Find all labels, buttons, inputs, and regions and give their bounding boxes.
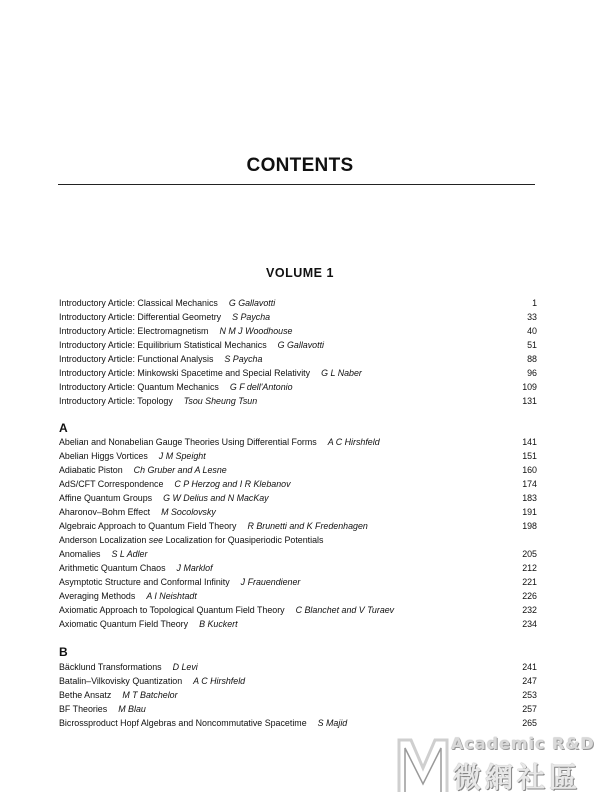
entry-page: 191 <box>522 507 537 517</box>
entry-page: 247 <box>522 676 537 686</box>
entry-page: 109 <box>522 382 537 392</box>
watermark-text: Academic R&D <box>451 734 595 753</box>
toc-entry <box>59 702 537 716</box>
entry-page: 131 <box>522 396 537 406</box>
toc-entry <box>59 575 537 589</box>
entry-author: S Paycha <box>224 354 263 364</box>
entry-author: J Marklof <box>176 563 213 573</box>
entry-page: 226 <box>522 591 537 601</box>
toc-entry <box>59 435 537 449</box>
entry-author: G L Naber <box>321 368 362 378</box>
entry-page: 1 <box>532 298 537 308</box>
toc-entry <box>59 547 537 561</box>
entry-title: Introductory Article: Equilibrium Statistical Mechanics <box>59 340 267 350</box>
entry-author: G W Delius and N MacKay <box>163 493 269 503</box>
entry-title: Batalin–Vilkovisky Quantization <box>59 676 183 686</box>
toc-entry <box>59 477 537 491</box>
entry-title: Bethe Ansatz <box>59 690 112 700</box>
entry-title: Introductory Article: Minkowski Spacetime and Special Relativity <box>59 368 311 378</box>
toc-entry <box>59 449 537 463</box>
toc-entry <box>59 394 537 408</box>
entry-page: 198 <box>522 521 537 531</box>
entry-title: BF Theories <box>59 704 108 714</box>
entry-author: B Kuckert <box>199 619 238 629</box>
entry-title: Anomalies <box>59 549 101 559</box>
entry-author: Ch Gruber and A Lesne <box>133 465 227 475</box>
entry-title: Bicrossproduct Hopf Algebras and Noncommutative Spacetime <box>59 718 307 728</box>
entry-author: M Blau <box>118 704 146 714</box>
watermark-cn-text: 微網社區 <box>453 761 582 794</box>
entry-title: Averaging Methods <box>59 591 136 601</box>
toc-entry <box>59 352 537 366</box>
entry-title: Bäcklund Transformations <box>59 662 162 672</box>
entry-author: S Majid <box>317 718 348 728</box>
entry-page: 221 <box>522 577 537 587</box>
toc-entry <box>59 617 537 631</box>
entry-author: N M J Woodhouse <box>219 326 293 336</box>
entry-author: D Levi <box>172 662 198 672</box>
entry-page: 234 <box>522 619 537 629</box>
heading-rule <box>58 184 535 185</box>
entry-title: Introductory Article: Differential Geometry <box>59 312 222 322</box>
entry-page: 212 <box>522 563 537 573</box>
entry-title: Affine Quantum Groups <box>59 493 153 503</box>
toc-entry <box>59 533 537 547</box>
entry-title: Algebraic Approach to Quantum Field Theory <box>59 521 237 531</box>
entry-title: AdS/CFT Correspondence <box>59 479 164 489</box>
entry-page: 205 <box>522 549 537 559</box>
toc-entry <box>59 660 537 674</box>
toc-entry <box>59 463 537 477</box>
section-a-list <box>59 435 537 631</box>
entry-title: Asymptotic Structure and Conformal Infinity <box>59 577 230 587</box>
entry-author: A C Hirshfeld <box>327 437 380 447</box>
entry-title: Introductory Article: Electromagnetism <box>59 326 209 336</box>
entry-page: 265 <box>522 718 537 728</box>
entry-author: Tsou Sheung Tsun <box>183 396 258 406</box>
entry-title: Abelian and Nonabelian Gauge Theories Using Differential Forms <box>59 437 317 447</box>
entry-author: G Gallavotti <box>228 298 276 308</box>
watermark-mark-icon <box>395 734 451 796</box>
entry-page: 40 <box>527 326 537 336</box>
entry-page: 174 <box>522 479 537 489</box>
toc-entry <box>59 716 537 730</box>
toc-entry <box>59 519 537 533</box>
entry-title: Adiabatic Piston <box>59 465 123 475</box>
entry-author: A C Hirshfeld <box>193 676 246 686</box>
entry-page: 141 <box>522 437 537 447</box>
toc-entry <box>59 380 537 394</box>
entry-author: C P Herzog and I R Klebanov <box>174 479 291 489</box>
entry-title: Arithmetic Quantum Chaos <box>59 563 166 573</box>
entry-author: S L Adler <box>111 549 148 559</box>
toc-entry <box>59 589 537 603</box>
toc-entry <box>59 505 537 519</box>
entry-author: G F dell'Antonio <box>229 382 293 392</box>
entry-author: R Brunetti and K Fredenhagen <box>247 521 368 531</box>
toc-entry <box>59 603 537 617</box>
entry-page: 253 <box>522 690 537 700</box>
entry-title: Introductory Article: Quantum Mechanics <box>59 382 219 392</box>
intro-section <box>59 296 537 408</box>
entry-title: Axiomatic Quantum Field Theory <box>59 619 189 629</box>
entry-page: 33 <box>527 312 537 322</box>
toc-entry <box>59 688 537 702</box>
entry-title: Introductory Article: Topology <box>59 396 173 406</box>
section-b-list <box>59 660 537 730</box>
entry-title: Introductory Article: Classical Mechanics <box>59 298 218 308</box>
toc-entry <box>59 561 537 575</box>
entry-title: Axiomatic Approach to Topological Quantum Field Theory <box>59 605 285 615</box>
entry-page: 151 <box>522 451 537 461</box>
toc-entry <box>59 324 537 338</box>
entry-title: Abelian Higgs Vortices <box>59 451 148 461</box>
toc-entry <box>59 296 537 310</box>
watermark-logo <box>395 734 600 794</box>
toc-entry <box>59 366 537 380</box>
toc-entry <box>59 338 537 352</box>
entry-page: 51 <box>527 340 537 350</box>
entry-author: J M Speight <box>158 451 206 461</box>
entry-title: Aharonov–Bohm Effect <box>59 507 151 517</box>
entry-page: 88 <box>527 354 537 364</box>
entry-author: M T Batchelor <box>122 690 178 700</box>
section-letter-b: B <box>59 645 68 659</box>
entry-page: 96 <box>527 368 537 378</box>
entry-author: A I Neishtadt <box>146 591 197 601</box>
entry-title: Anderson Localization see Localization for Quasiperiodic Potentials <box>59 535 324 545</box>
toc-entry <box>59 491 537 505</box>
entry-author: M Socolovsky <box>161 507 216 517</box>
entry-page: 241 <box>522 662 537 672</box>
entry-author: J Frauendiener <box>240 577 301 587</box>
entry-author: S Paycha <box>232 312 271 322</box>
contents-heading: CONTENTS <box>246 155 354 176</box>
entry-page: 183 <box>522 493 537 503</box>
entry-page: 232 <box>522 605 537 615</box>
toc-entry <box>59 310 537 324</box>
entry-page: 160 <box>522 465 537 475</box>
section-letter-a: A <box>59 421 68 435</box>
entry-author: G Gallavotti <box>277 340 325 350</box>
entry-author: C Blanchet and V Turaev <box>295 605 395 615</box>
volume-heading: VOLUME 1 <box>266 266 334 280</box>
toc-entry <box>59 674 537 688</box>
entry-page: 257 <box>522 704 537 714</box>
entry-title: Introductory Article: Functional Analysis <box>59 354 214 364</box>
